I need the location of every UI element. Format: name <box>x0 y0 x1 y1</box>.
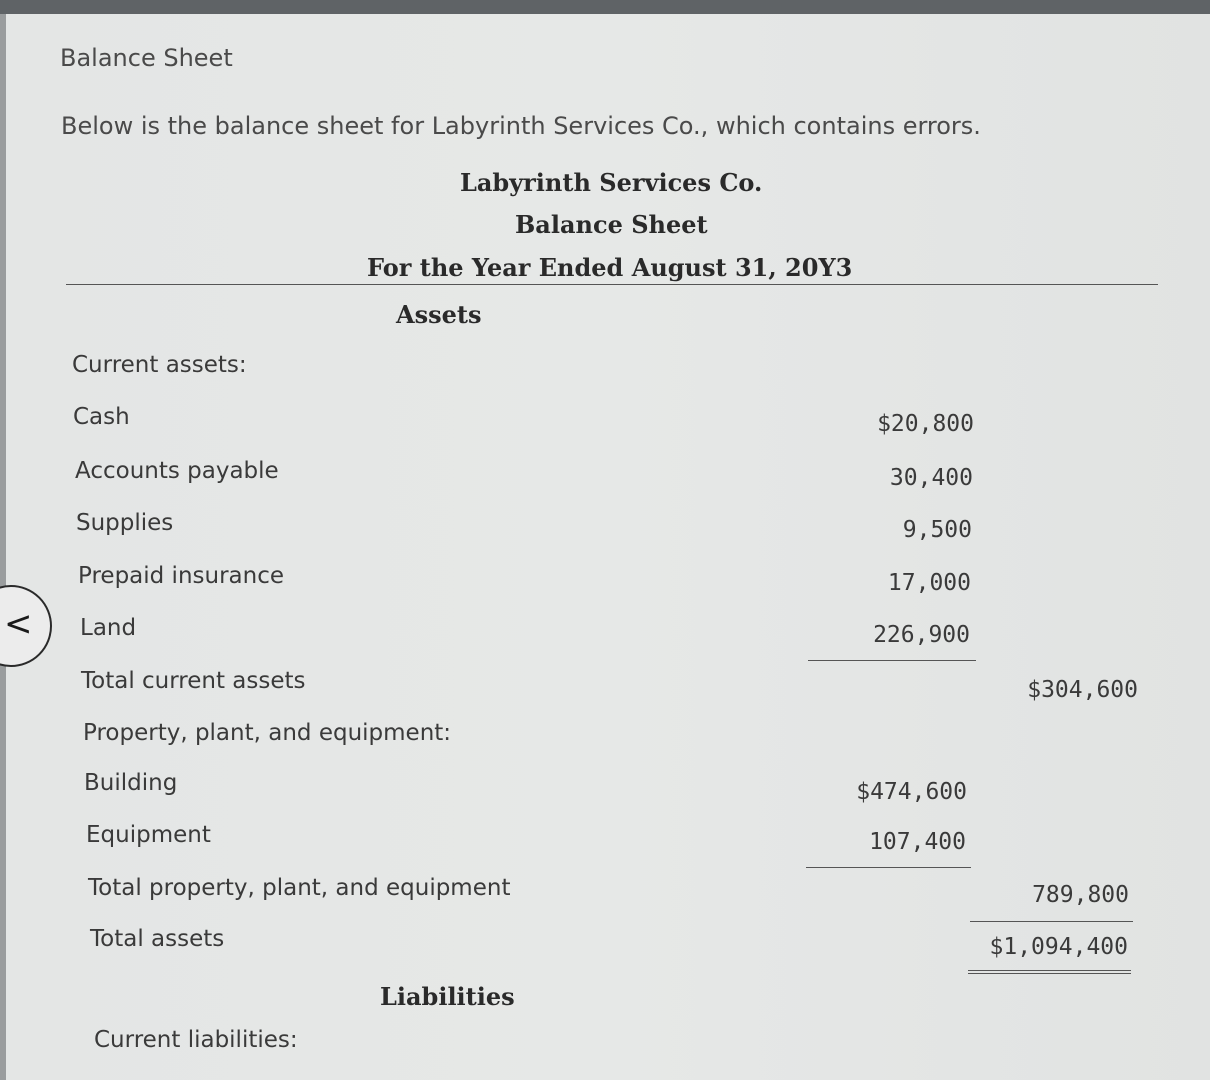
row-label-equipment: Equipment <box>86 822 211 848</box>
row-amount-prepaid-insurance: 17,000 <box>887 570 971 596</box>
total-current-assets-amount: $304,600 <box>1027 677 1138 703</box>
row-label-cash: Cash <box>73 404 130 430</box>
intro-text: Below is the balance sheet for Labyrinth Services Co., which contains errors. <box>61 112 981 140</box>
page-heading: Balance Sheet <box>60 44 233 72</box>
header-rule <box>66 284 1158 285</box>
row-label-supplies: Supplies <box>76 510 174 536</box>
row-amount-land: 226,900 <box>873 622 970 648</box>
total-assets-amount: $1,094,400 <box>989 934 1128 960</box>
ppe-label: Property, plant, and equipment: <box>83 720 452 746</box>
current-assets-label: Current assets: <box>72 352 247 378</box>
row-label-land: Land <box>80 615 137 641</box>
row-label-building: Building <box>84 770 178 796</box>
row-amount-accounts-payable: 30,400 <box>889 465 973 491</box>
row-amount-supplies: 9,500 <box>902 517 972 543</box>
total-ppe-label: Total property, plant, and equipment <box>88 875 511 901</box>
subtotal-rule-ppe <box>806 867 971 868</box>
subtotal-rule-current-assets <box>808 660 976 661</box>
document-page <box>6 14 1210 1080</box>
total-ppe-amount: 789,800 <box>1032 882 1129 908</box>
total-rule-assets <box>970 921 1133 922</box>
statement-title: Balance Sheet <box>515 210 708 239</box>
total-assets-label: Total assets <box>90 926 225 952</box>
row-amount-cash: $20,800 <box>877 411 974 437</box>
row-label-prepaid-insurance: Prepaid insurance <box>78 563 285 589</box>
liabilities-header: Liabilities <box>380 982 515 1011</box>
browser-top-bar <box>0 0 1210 14</box>
total-current-assets-label: Total current assets <box>81 668 306 694</box>
row-amount-building: $474,600 <box>856 779 967 805</box>
double-underline-total-assets <box>968 970 1131 974</box>
current-liabilities-label: Current liabilities: <box>94 1027 298 1053</box>
row-label-accounts-payable: Accounts payable <box>75 458 279 484</box>
assets-header: Assets <box>396 300 482 329</box>
statement-period: For the Year Ended August 31, 20Y3 <box>367 253 853 282</box>
company-name: Labyrinth Services Co. <box>460 168 763 197</box>
chevron-left-icon: < <box>4 604 33 644</box>
row-amount-equipment: 107,400 <box>869 829 966 855</box>
